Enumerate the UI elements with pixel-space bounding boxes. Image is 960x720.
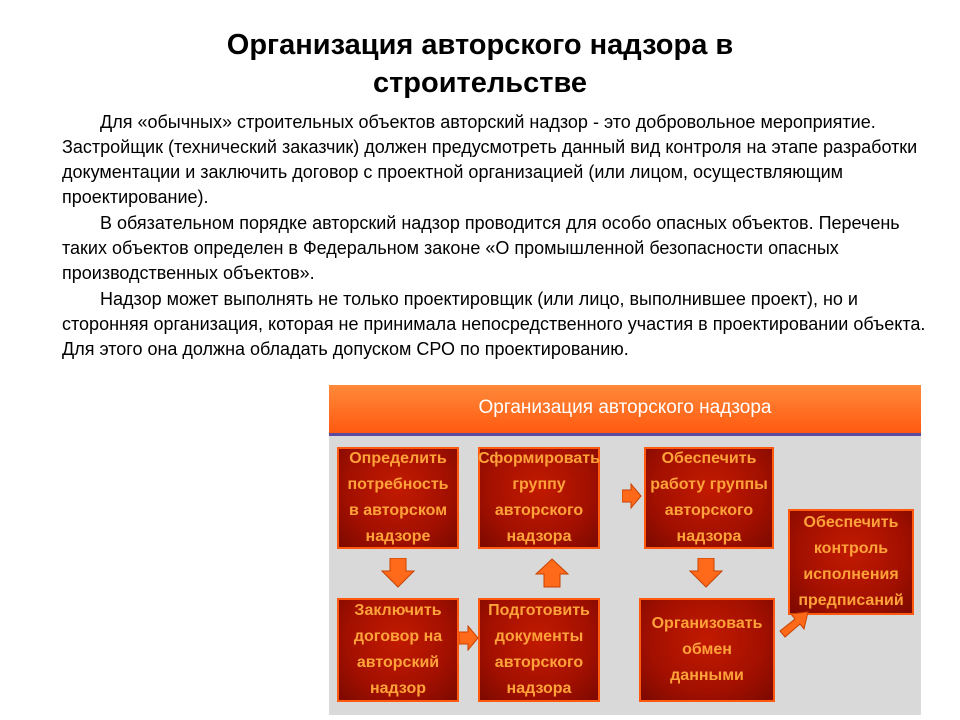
box-organize-data-exchange-label: Организовать обмен данными (651, 615, 763, 684)
box-organize-data-exchange (639, 598, 775, 702)
box-determine-need (337, 447, 459, 549)
box-sign-contract-label: Заключить договор на авторский надзор (353, 602, 443, 697)
box-determine-need-label: Определить потребность в авторском надзоре (347, 450, 449, 545)
supervision-diagram (329, 385, 921, 715)
box-ensure-group-work (644, 447, 774, 549)
box-ensure-group-work-label: Обеспечить работу группы авторского надзора (650, 450, 768, 545)
arrow-right-icon (459, 625, 479, 651)
arrow-up-icon (535, 558, 569, 588)
diagram-header (329, 385, 921, 436)
paragraph-mandatory-supervision: В обязательном порядке авторский надзор проводится для особо опасных объектов. Перечень таких объектов определен в Федеральном законе «О промышленной безопасности опасных производственных объектов». (62, 213, 900, 283)
box-ensure-control (788, 509, 914, 615)
paragraph-voluntary-supervision: Для «обычных» строительных объектов авторский надзор - это добровольное мероприятие. Застройщик (технический заказчик) должен предусмотреть данный вид контроля на этапе разработки документации и заключить договор с проектной организацией (или лицом, осуществляющим проектирование). (62, 112, 918, 207)
arrow-down-icon (381, 558, 415, 588)
box-sign-contract (337, 598, 459, 702)
page-title (0, 26, 960, 102)
box-prepare-documents (478, 598, 600, 702)
diagram-title: Организация авторского надзора (478, 397, 772, 418)
paragraph-third-party-supervision: Надзор может выполнять не только проектировщик (или лицо, выполнившее проект), но и сторонняя организация, которая не принимала непосредственного участия в проектировании объекта. Для этого она должна обладать допуском СРО по проектированию. (62, 289, 926, 359)
box-form-group (478, 447, 600, 549)
page-title-line-2: строительстве (372, 67, 588, 99)
arrow-diagonal-icon (777, 607, 811, 641)
page-title-line-1: Организация авторского надзора в (226, 29, 734, 61)
box-ensure-control-label: Обеспечить контроль исполнения предписаний (798, 514, 904, 609)
box-prepare-documents-label: Подготовить документы авторского надзора (488, 602, 590, 697)
arrow-right-icon (622, 483, 642, 509)
arrow-down-icon (689, 558, 723, 588)
box-form-group-label: Сформировать группу авторского надзора (478, 450, 600, 545)
